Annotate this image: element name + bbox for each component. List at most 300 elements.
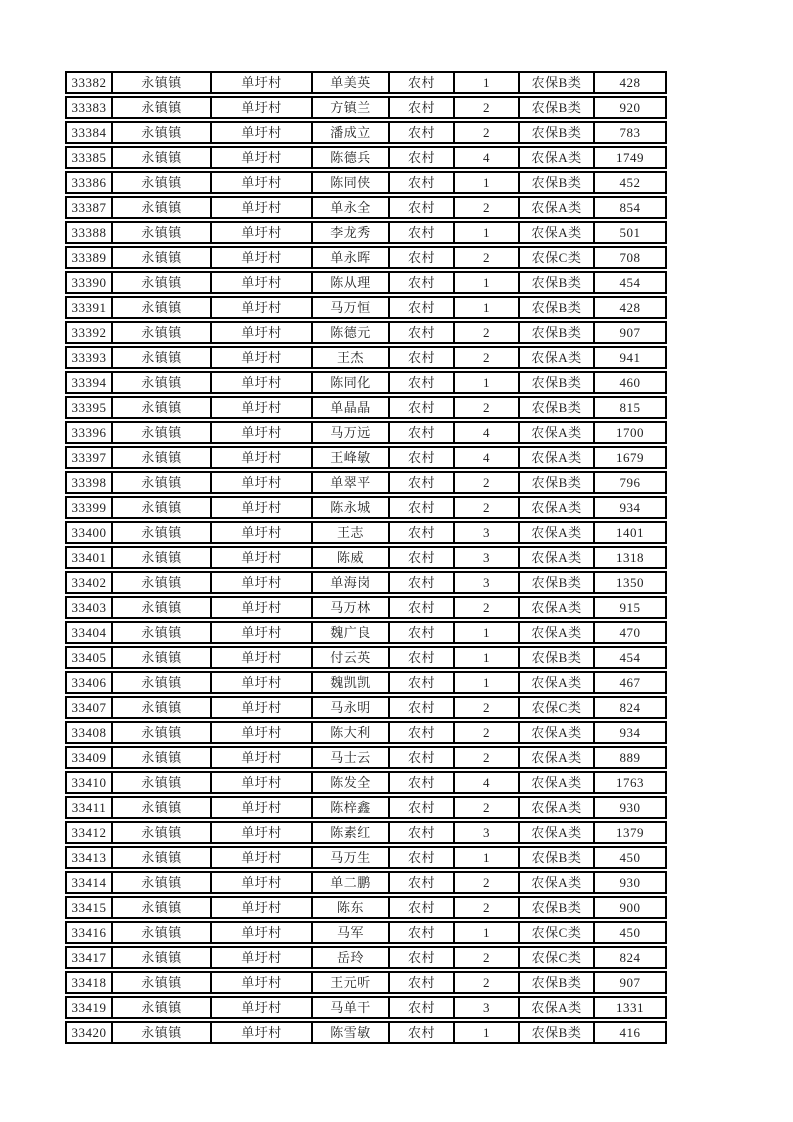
table-cell: 1749: [616, 150, 644, 165]
table-cell: 783: [619, 125, 641, 140]
table-cell: 农保A类: [520, 773, 595, 792]
table-cell: 1: [455, 73, 520, 92]
table-cell: 单圩村: [212, 773, 313, 792]
table-cell: 单圩村: [212, 323, 313, 342]
table-cell: 永镇镇: [113, 273, 212, 292]
table-cell: 农保B类: [520, 123, 595, 142]
table-cell: 陈梓鑫: [313, 798, 390, 817]
table-cell: 33396: [67, 423, 113, 442]
table-row: [65, 96, 667, 119]
table-cell: 815: [619, 400, 641, 415]
table-cell: 920: [619, 100, 641, 115]
table-cell: 农保B类: [520, 373, 595, 392]
table-cell: 单圩村: [212, 873, 313, 892]
table-cell: 农保A类: [520, 598, 595, 617]
table-cell: 永镇镇: [113, 398, 212, 417]
table-row: [65, 371, 667, 394]
table-cell: 33387: [67, 198, 113, 217]
table-cell: 934: [619, 500, 641, 515]
table-cell: 单圩村: [212, 448, 313, 467]
table-cell: 农村: [390, 123, 455, 142]
table-cell: 单圩村: [212, 798, 313, 817]
table-cell: 农村: [390, 98, 455, 117]
table-cell: 农村: [390, 423, 455, 442]
table-row: [65, 996, 667, 1019]
table-cell: 单圩村: [212, 373, 313, 392]
table-cell: 王峰敏: [313, 448, 390, 467]
table-cell: 农村: [390, 373, 455, 392]
table-cell: 2: [455, 748, 520, 767]
table-cell: 33412: [67, 823, 113, 842]
table-cell: 农村: [390, 173, 455, 192]
table-cell: 陈永城: [313, 498, 390, 517]
table-cell: 33414: [67, 873, 113, 892]
table-cell: 907: [619, 325, 641, 340]
table-row: [65, 796, 667, 819]
table-cell: 永镇镇: [113, 73, 212, 92]
table-cell: 永镇镇: [113, 573, 212, 592]
table-cell: 农保B类: [520, 298, 595, 317]
table-row: [65, 121, 667, 144]
table-cell: 马万林: [313, 598, 390, 617]
table-cell: 农村: [390, 248, 455, 267]
table-cell: 2: [455, 323, 520, 342]
table-cell: 单圩村: [212, 973, 313, 992]
table-cell: 33383: [67, 98, 113, 117]
table-cell: 农村: [390, 448, 455, 467]
table-cell: 农保A类: [520, 798, 595, 817]
table-cell: 农保A类: [520, 523, 595, 542]
table-cell: 708: [619, 250, 641, 265]
table-cell: 33403: [67, 598, 113, 617]
table-row: [65, 321, 667, 344]
table-cell: 农村: [390, 973, 455, 992]
table-cell: 单圩村: [212, 223, 313, 242]
table-cell: 930: [619, 800, 641, 815]
table-cell: 2: [455, 348, 520, 367]
table-cell: 陈从理: [313, 273, 390, 292]
table-cell: 陈发全: [313, 773, 390, 792]
table-cell: 907: [619, 975, 641, 990]
table-cell: 马万远: [313, 423, 390, 442]
table-cell: 永镇镇: [113, 473, 212, 492]
table-cell: 3: [455, 998, 520, 1017]
table-cell: 农村: [390, 273, 455, 292]
table-cell: 33397: [67, 448, 113, 467]
table-cell: 33386: [67, 173, 113, 192]
table-cell: 2: [455, 798, 520, 817]
table-cell: 33389: [67, 248, 113, 267]
table-cell: 33410: [67, 773, 113, 792]
table-cell: 900: [619, 900, 641, 915]
table-cell: 单圩村: [212, 573, 313, 592]
table-cell: 单圩村: [212, 348, 313, 367]
table-cell: 2: [455, 98, 520, 117]
table-cell: 33405: [67, 648, 113, 667]
table-cell: 永镇镇: [113, 923, 212, 942]
table-cell: 农保B类: [520, 848, 595, 867]
table-cell: 467: [619, 675, 641, 690]
table-cell: 永镇镇: [113, 1023, 212, 1042]
table-cell: 1331: [616, 1000, 644, 1015]
table-cell: 2: [455, 248, 520, 267]
table-cell: 796: [619, 475, 641, 490]
table-cell: 单圩村: [212, 848, 313, 867]
table-cell: 农村: [390, 298, 455, 317]
table-cell: 428: [619, 300, 641, 315]
table-cell: 农保A类: [520, 498, 595, 517]
table-cell: 永镇镇: [113, 348, 212, 367]
table-cell: 永镇镇: [113, 423, 212, 442]
table-cell: 永镇镇: [113, 823, 212, 842]
table-cell: 永镇镇: [113, 873, 212, 892]
table-cell: 陈德元: [313, 323, 390, 342]
table-cell: 33413: [67, 848, 113, 867]
table-cell: 33399: [67, 498, 113, 517]
table-cell: 农村: [390, 598, 455, 617]
table-cell: 农保B类: [520, 973, 595, 992]
table-row: [65, 621, 667, 644]
table-cell: 付云英: [313, 648, 390, 667]
table-cell: 农保A类: [520, 673, 595, 692]
table-cell: 单晶晶: [313, 398, 390, 417]
table-cell: 农村: [390, 398, 455, 417]
table-cell: 农保B类: [520, 898, 595, 917]
table-cell: 永镇镇: [113, 248, 212, 267]
table-cell: 934: [619, 725, 641, 740]
table-cell: 单圩村: [212, 423, 313, 442]
table-cell: 3: [455, 548, 520, 567]
table-cell: 马士云: [313, 748, 390, 767]
table-cell: 农村: [390, 523, 455, 542]
table-cell: 33391: [67, 298, 113, 317]
table-cell: 2: [455, 723, 520, 742]
table-cell: 单圩村: [212, 98, 313, 117]
table-cell: 428: [619, 75, 641, 90]
table-cell: 单圩村: [212, 598, 313, 617]
table-cell: 农保A类: [520, 723, 595, 742]
table-cell: 33409: [67, 748, 113, 767]
table-cell: 单海岗: [313, 573, 390, 592]
table-cell: 33394: [67, 373, 113, 392]
table-row: [65, 946, 667, 969]
table-cell: 永镇镇: [113, 373, 212, 392]
table-cell: 2: [455, 698, 520, 717]
table-cell: 33393: [67, 348, 113, 367]
table-cell: 永镇镇: [113, 148, 212, 167]
table-cell: 农村: [390, 348, 455, 367]
table-cell: 永镇镇: [113, 523, 212, 542]
table-cell: 33407: [67, 698, 113, 717]
table-cell: 农保B类: [520, 98, 595, 117]
table-cell: 33408: [67, 723, 113, 742]
table-row: [65, 446, 667, 469]
table-cell: 单圩村: [212, 73, 313, 92]
table-cell: 33415: [67, 898, 113, 917]
table-cell: 永镇镇: [113, 223, 212, 242]
table-cell: 王元听: [313, 973, 390, 992]
table-cell: 1: [455, 923, 520, 942]
table-cell: 农村: [390, 148, 455, 167]
table-cell: 454: [619, 650, 641, 665]
table-row: [65, 421, 667, 444]
table-cell: 450: [619, 850, 641, 865]
table-cell: 农保B类: [520, 273, 595, 292]
table-cell: 单永全: [313, 198, 390, 217]
table-row: [65, 396, 667, 419]
table-cell: 永镇镇: [113, 298, 212, 317]
table-cell: 永镇镇: [113, 323, 212, 342]
table-cell: 33411: [67, 798, 113, 817]
table-row: [65, 771, 667, 794]
table-cell: 农保A类: [520, 873, 595, 892]
table-cell: 2: [455, 123, 520, 142]
table-cell: 2: [455, 398, 520, 417]
table-cell: 农村: [390, 723, 455, 742]
table-cell: 陈素红: [313, 823, 390, 842]
table-cell: 农村: [390, 698, 455, 717]
table-cell: 1: [455, 298, 520, 317]
table-cell: 单圩村: [212, 923, 313, 942]
table-cell: 1: [455, 273, 520, 292]
table-cell: 农保A类: [520, 623, 595, 642]
table-cell: 33417: [67, 948, 113, 967]
table-cell: 824: [619, 950, 641, 965]
table-cell: 陈大利: [313, 723, 390, 742]
table-cell: 陈东: [313, 898, 390, 917]
table-cell: 33392: [67, 323, 113, 342]
table-cell: 单圩村: [212, 398, 313, 417]
table-cell: 永镇镇: [113, 98, 212, 117]
table-cell: 农保A类: [520, 823, 595, 842]
table-cell: 2: [455, 498, 520, 517]
table-cell: 单圩村: [212, 948, 313, 967]
table-cell: 魏凯凯: [313, 673, 390, 692]
table-cell: 1: [455, 373, 520, 392]
table-cell: 永镇镇: [113, 898, 212, 917]
table-row: [65, 871, 667, 894]
table-cell: 33402: [67, 573, 113, 592]
table-cell: 马万生: [313, 848, 390, 867]
table-cell: 2: [455, 973, 520, 992]
table-cell: 2: [455, 598, 520, 617]
table-cell: 33404: [67, 623, 113, 642]
table-cell: 4: [455, 423, 520, 442]
table-row: [65, 746, 667, 769]
table-cell: 450: [619, 925, 641, 940]
table-cell: 农保A类: [520, 748, 595, 767]
table-cell: 460: [619, 375, 641, 390]
table-cell: 930: [619, 875, 641, 890]
table-cell: 1401: [616, 525, 644, 540]
table-cell: 永镇镇: [113, 498, 212, 517]
table-cell: 470: [619, 625, 641, 640]
table-cell: 1: [455, 223, 520, 242]
table-cell: 单圩村: [212, 723, 313, 742]
table-cell: 永镇镇: [113, 598, 212, 617]
table-cell: 农保B类: [520, 1023, 595, 1042]
table-row: [65, 646, 667, 669]
table-cell: 永镇镇: [113, 623, 212, 642]
table-cell: 33419: [67, 998, 113, 1017]
table-cell: 农村: [390, 1023, 455, 1042]
table-cell: 单圩村: [212, 248, 313, 267]
table-cell: 1: [455, 848, 520, 867]
table-cell: 1: [455, 673, 520, 692]
table-cell: 李龙秀: [313, 223, 390, 242]
table-cell: 单圩村: [212, 173, 313, 192]
table-cell: 农村: [390, 998, 455, 1017]
table-row: [65, 721, 667, 744]
table-cell: 农村: [390, 198, 455, 217]
table-row: [65, 696, 667, 719]
table-cell: 潘成立: [313, 123, 390, 142]
table-cell: 王杰: [313, 348, 390, 367]
table-cell: 854: [619, 200, 641, 215]
table-cell: 33406: [67, 673, 113, 692]
table-cell: 1679: [616, 450, 644, 465]
table-cell: 农村: [390, 548, 455, 567]
table-cell: 农保A类: [520, 998, 595, 1017]
table-cell: 单圩村: [212, 648, 313, 667]
table-cell: 889: [619, 750, 641, 765]
table-cell: 单圩村: [212, 748, 313, 767]
table-cell: 33390: [67, 273, 113, 292]
table-cell: 单圩村: [212, 623, 313, 642]
table-row: [65, 846, 667, 869]
table-row: [65, 296, 667, 319]
table-cell: 方镇兰: [313, 98, 390, 117]
table-cell: 农村: [390, 773, 455, 792]
table-cell: 2: [455, 948, 520, 967]
table-cell: 农村: [390, 673, 455, 692]
table-cell: 农保C类: [520, 923, 595, 942]
table-cell: 单圩村: [212, 473, 313, 492]
table-row: [65, 171, 667, 194]
table-cell: 4: [455, 148, 520, 167]
table-cell: 33416: [67, 923, 113, 942]
table-cell: 农村: [390, 223, 455, 242]
table-cell: 4: [455, 448, 520, 467]
table-cell: 33401: [67, 548, 113, 567]
table-row: [65, 546, 667, 569]
table-cell: 农村: [390, 623, 455, 642]
table-cell: 33384: [67, 123, 113, 142]
table-cell: 农保B类: [520, 573, 595, 592]
table-cell: 永镇镇: [113, 673, 212, 692]
table-cell: 452: [619, 175, 641, 190]
table-cell: 2: [455, 898, 520, 917]
table-cell: 农保C类: [520, 248, 595, 267]
table-cell: 陈雪敏: [313, 1023, 390, 1042]
table-cell: 永镇镇: [113, 973, 212, 992]
table-cell: 单圩村: [212, 998, 313, 1017]
table-cell: 单圩村: [212, 698, 313, 717]
table-row: [65, 1021, 667, 1044]
records-table: [65, 71, 667, 1046]
table-cell: 1318: [616, 550, 644, 565]
table-row: [65, 471, 667, 494]
table-cell: 501: [619, 225, 641, 240]
table-cell: 农村: [390, 748, 455, 767]
table-cell: 1: [455, 1023, 520, 1042]
table-cell: 农保B类: [520, 398, 595, 417]
table-cell: 1763: [616, 775, 644, 790]
table-cell: 单圩村: [212, 898, 313, 917]
table-cell: 永镇镇: [113, 698, 212, 717]
table-cell: 单圩村: [212, 198, 313, 217]
table-cell: 农保A类: [520, 198, 595, 217]
table-cell: 农保C类: [520, 698, 595, 717]
table-cell: 农保B类: [520, 73, 595, 92]
table-cell: 永镇镇: [113, 548, 212, 567]
table-cell: 3: [455, 523, 520, 542]
table-cell: 单圩村: [212, 298, 313, 317]
table-cell: 416: [619, 1025, 641, 1040]
table-cell: 农保B类: [520, 173, 595, 192]
table-row: [65, 971, 667, 994]
table-cell: 454: [619, 275, 641, 290]
table-cell: 农保B类: [520, 323, 595, 342]
table-row: [65, 196, 667, 219]
table-row: [65, 71, 667, 94]
table-row: [65, 146, 667, 169]
table-cell: 永镇镇: [113, 773, 212, 792]
table-cell: 单翠平: [313, 473, 390, 492]
table-cell: 33395: [67, 398, 113, 417]
table-cell: 永镇镇: [113, 198, 212, 217]
table-row: [65, 596, 667, 619]
table-cell: 33388: [67, 223, 113, 242]
table-cell: 1: [455, 173, 520, 192]
table-cell: 单二鹏: [313, 873, 390, 892]
table-cell: 农保A类: [520, 148, 595, 167]
table-cell: 单圩村: [212, 548, 313, 567]
table-cell: 王志: [313, 523, 390, 542]
table-cell: 农村: [390, 473, 455, 492]
table-cell: 岳玲: [313, 948, 390, 967]
table-cell: 33400: [67, 523, 113, 542]
table-cell: 单圩村: [212, 1023, 313, 1042]
table-cell: 农保A类: [520, 548, 595, 567]
table-cell: 33398: [67, 473, 113, 492]
table-row: [65, 246, 667, 269]
table-cell: 永镇镇: [113, 848, 212, 867]
table-cell: 马单干: [313, 998, 390, 1017]
table-cell: 农保A类: [520, 348, 595, 367]
table-cell: 941: [619, 350, 641, 365]
table-cell: 农村: [390, 873, 455, 892]
table-cell: 2: [455, 873, 520, 892]
table-cell: 农村: [390, 798, 455, 817]
table-cell: 33420: [67, 1023, 113, 1042]
table-cell: 农保A类: [520, 223, 595, 242]
table-cell: 单永晖: [313, 248, 390, 267]
table-cell: 农保A类: [520, 448, 595, 467]
table-row: [65, 671, 667, 694]
table-cell: 农村: [390, 823, 455, 842]
table-cell: 农村: [390, 73, 455, 92]
table-cell: 农保B类: [520, 473, 595, 492]
table-cell: 农村: [390, 848, 455, 867]
table-cell: 永镇镇: [113, 948, 212, 967]
table-cell: 陈威: [313, 548, 390, 567]
table-cell: 单圩村: [212, 823, 313, 842]
table-cell: 农村: [390, 323, 455, 342]
table-cell: 2: [455, 198, 520, 217]
table-cell: 单圩村: [212, 273, 313, 292]
table-cell: 陈德兵: [313, 148, 390, 167]
